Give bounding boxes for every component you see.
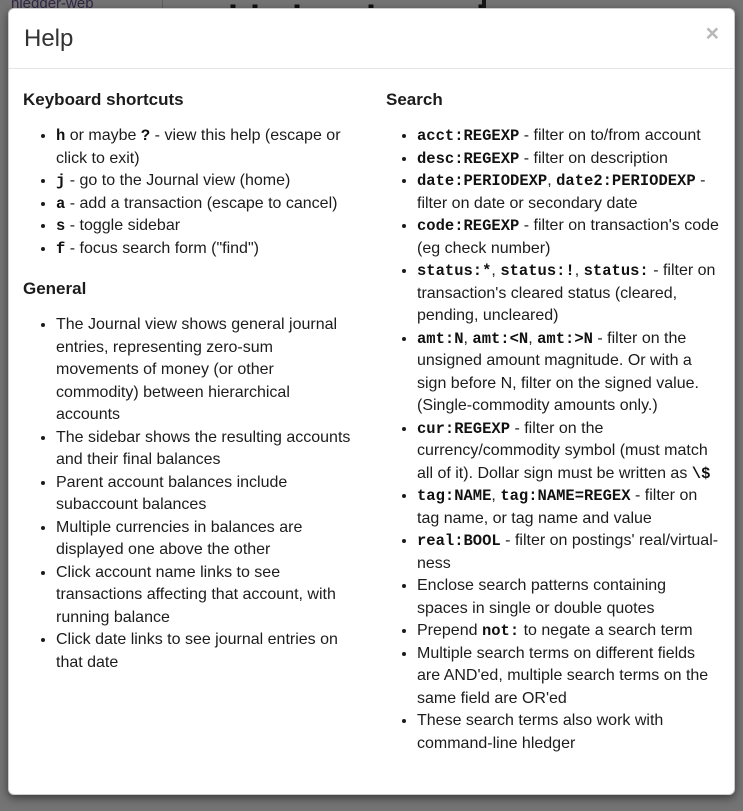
code-term: ? (140, 127, 151, 145)
text-segment: - filter on the currency/commodity symbol (must match all of it). Dollar sign must be written as (417, 419, 708, 482)
code-term: code:REGEXP (417, 217, 520, 235)
code-term: status:! (500, 262, 575, 280)
text-segment: - filter on description (519, 149, 668, 167)
code-term: \$ (691, 464, 711, 483)
text-segment: - filter on date or secondary date (417, 172, 706, 212)
code-term: desc:REGEXP (417, 149, 520, 168)
list-item (56, 215, 356, 238)
modal-body (9, 69, 734, 785)
text-segment: , (491, 487, 501, 504)
text-segment: - focus search form ("find") (65, 239, 259, 257)
code-term: date:PERIODEXP (417, 172, 548, 190)
text-segment: - filter on transaction's code (eg check number) (417, 217, 719, 257)
list-item (56, 238, 356, 261)
list-item (56, 125, 356, 170)
list-item (417, 620, 720, 643)
text-segment: The Journal view shows general journal entries, representing zero-sum movements of money (or other commodity) between hierarchical accounts (56, 316, 338, 423)
list-item (56, 472, 356, 517)
search-list (386, 125, 720, 755)
text-segment: , (463, 329, 473, 347)
list-item (56, 562, 356, 630)
list-item (56, 427, 356, 472)
text-segment: - toggle sidebar (65, 217, 181, 234)
code-term: acct:REGEXP (417, 127, 520, 145)
text-segment: - filter on postings' real/virtual-ness (417, 532, 719, 572)
list-item (417, 170, 720, 215)
text-segment: - filter on to/from account (519, 127, 701, 144)
code-term: s (56, 217, 66, 235)
list-item (56, 170, 356, 193)
modal-title: Help (24, 25, 74, 52)
text-segment: Click account name links to see transactions affecting that account, with running balance (56, 563, 336, 626)
list-item (417, 485, 720, 530)
left-column (23, 89, 356, 765)
text-segment: , (491, 262, 501, 279)
code-term: status: (583, 262, 649, 280)
list-item (417, 328, 720, 418)
text-segment: - go to the Journal view (home) (65, 172, 291, 189)
text-segment: , (547, 172, 557, 189)
text-segment: - add a transaction (escape to cancel) (65, 194, 338, 212)
code-term: status:* (417, 262, 492, 280)
code-term: amt:>N (537, 329, 593, 348)
code-term: not: (481, 622, 520, 640)
text-segment: to negate a search term (519, 622, 693, 639)
close-icon[interactable]: × (705, 20, 719, 46)
text-segment: - filter on tag name, or tag name and value (417, 487, 698, 527)
list-item (56, 629, 356, 674)
right-column (356, 89, 720, 765)
keyboard-shortcuts-list (23, 125, 356, 260)
code-term: cur:REGEXP (417, 419, 511, 438)
text-segment: - filter on transaction's cleared status (cleared, pending, uncleared) (417, 262, 716, 324)
list-item (56, 517, 356, 562)
general-list (23, 314, 356, 674)
text-segment: - view this help (escape or click to exit) (56, 127, 341, 167)
code-term: amt:N (417, 329, 464, 348)
code-term: a (56, 194, 66, 213)
code-term: tag:NAME (417, 487, 492, 505)
section-heading-general: General (23, 279, 87, 298)
text-segment: Multiple currencies in balances are displayed one above the other (56, 518, 303, 558)
list-item (417, 710, 720, 755)
text-segment: or maybe (65, 127, 141, 144)
code-term: amt:<N (472, 329, 529, 348)
text-segment: Parent account balances include subaccount balances (56, 473, 288, 513)
text-segment: - filter on the unsigned amount magnitude. Or with a sign before N, filter on the signed value. (Single-commodity amounts only.) (417, 329, 699, 414)
text-segment: Click date links to see journal entries on that date (56, 631, 338, 671)
list-item (417, 530, 720, 575)
list-item (417, 260, 720, 328)
list-item (417, 643, 720, 711)
help-modal (8, 8, 735, 795)
text-segment: , (528, 329, 538, 347)
list-item (417, 148, 720, 171)
text-segment: Prepend (417, 622, 482, 639)
text-segment: These search terms also work with command-line hledger (417, 712, 664, 752)
code-term: f (56, 239, 66, 258)
list-item (417, 125, 720, 148)
section-heading-keyboard-shortcuts: Keyboard shortcuts (23, 90, 184, 109)
section-heading-search: Search (386, 90, 443, 109)
list-item (417, 575, 720, 620)
text-segment: Enclose search patterns containing spaces in single or double quotes (417, 577, 667, 617)
code-term: real:BOOL (417, 532, 501, 550)
text-segment: , (574, 262, 584, 279)
text-segment: Multiple search terms on different fields are AND'ed, multiple search terms on the same field are OR'ed (417, 644, 709, 707)
list-item (417, 215, 720, 260)
code-term: date2:PERIODEXP (556, 172, 696, 190)
code-term: h (56, 127, 66, 145)
modal-header (9, 9, 734, 69)
list-item (56, 193, 356, 216)
list-item (56, 314, 356, 427)
code-term: j (56, 172, 66, 190)
code-term: tag:NAME=REGEX (500, 487, 631, 505)
list-item (417, 418, 720, 486)
text-segment: The sidebar shows the resulting accounts and their final balances (56, 428, 351, 468)
